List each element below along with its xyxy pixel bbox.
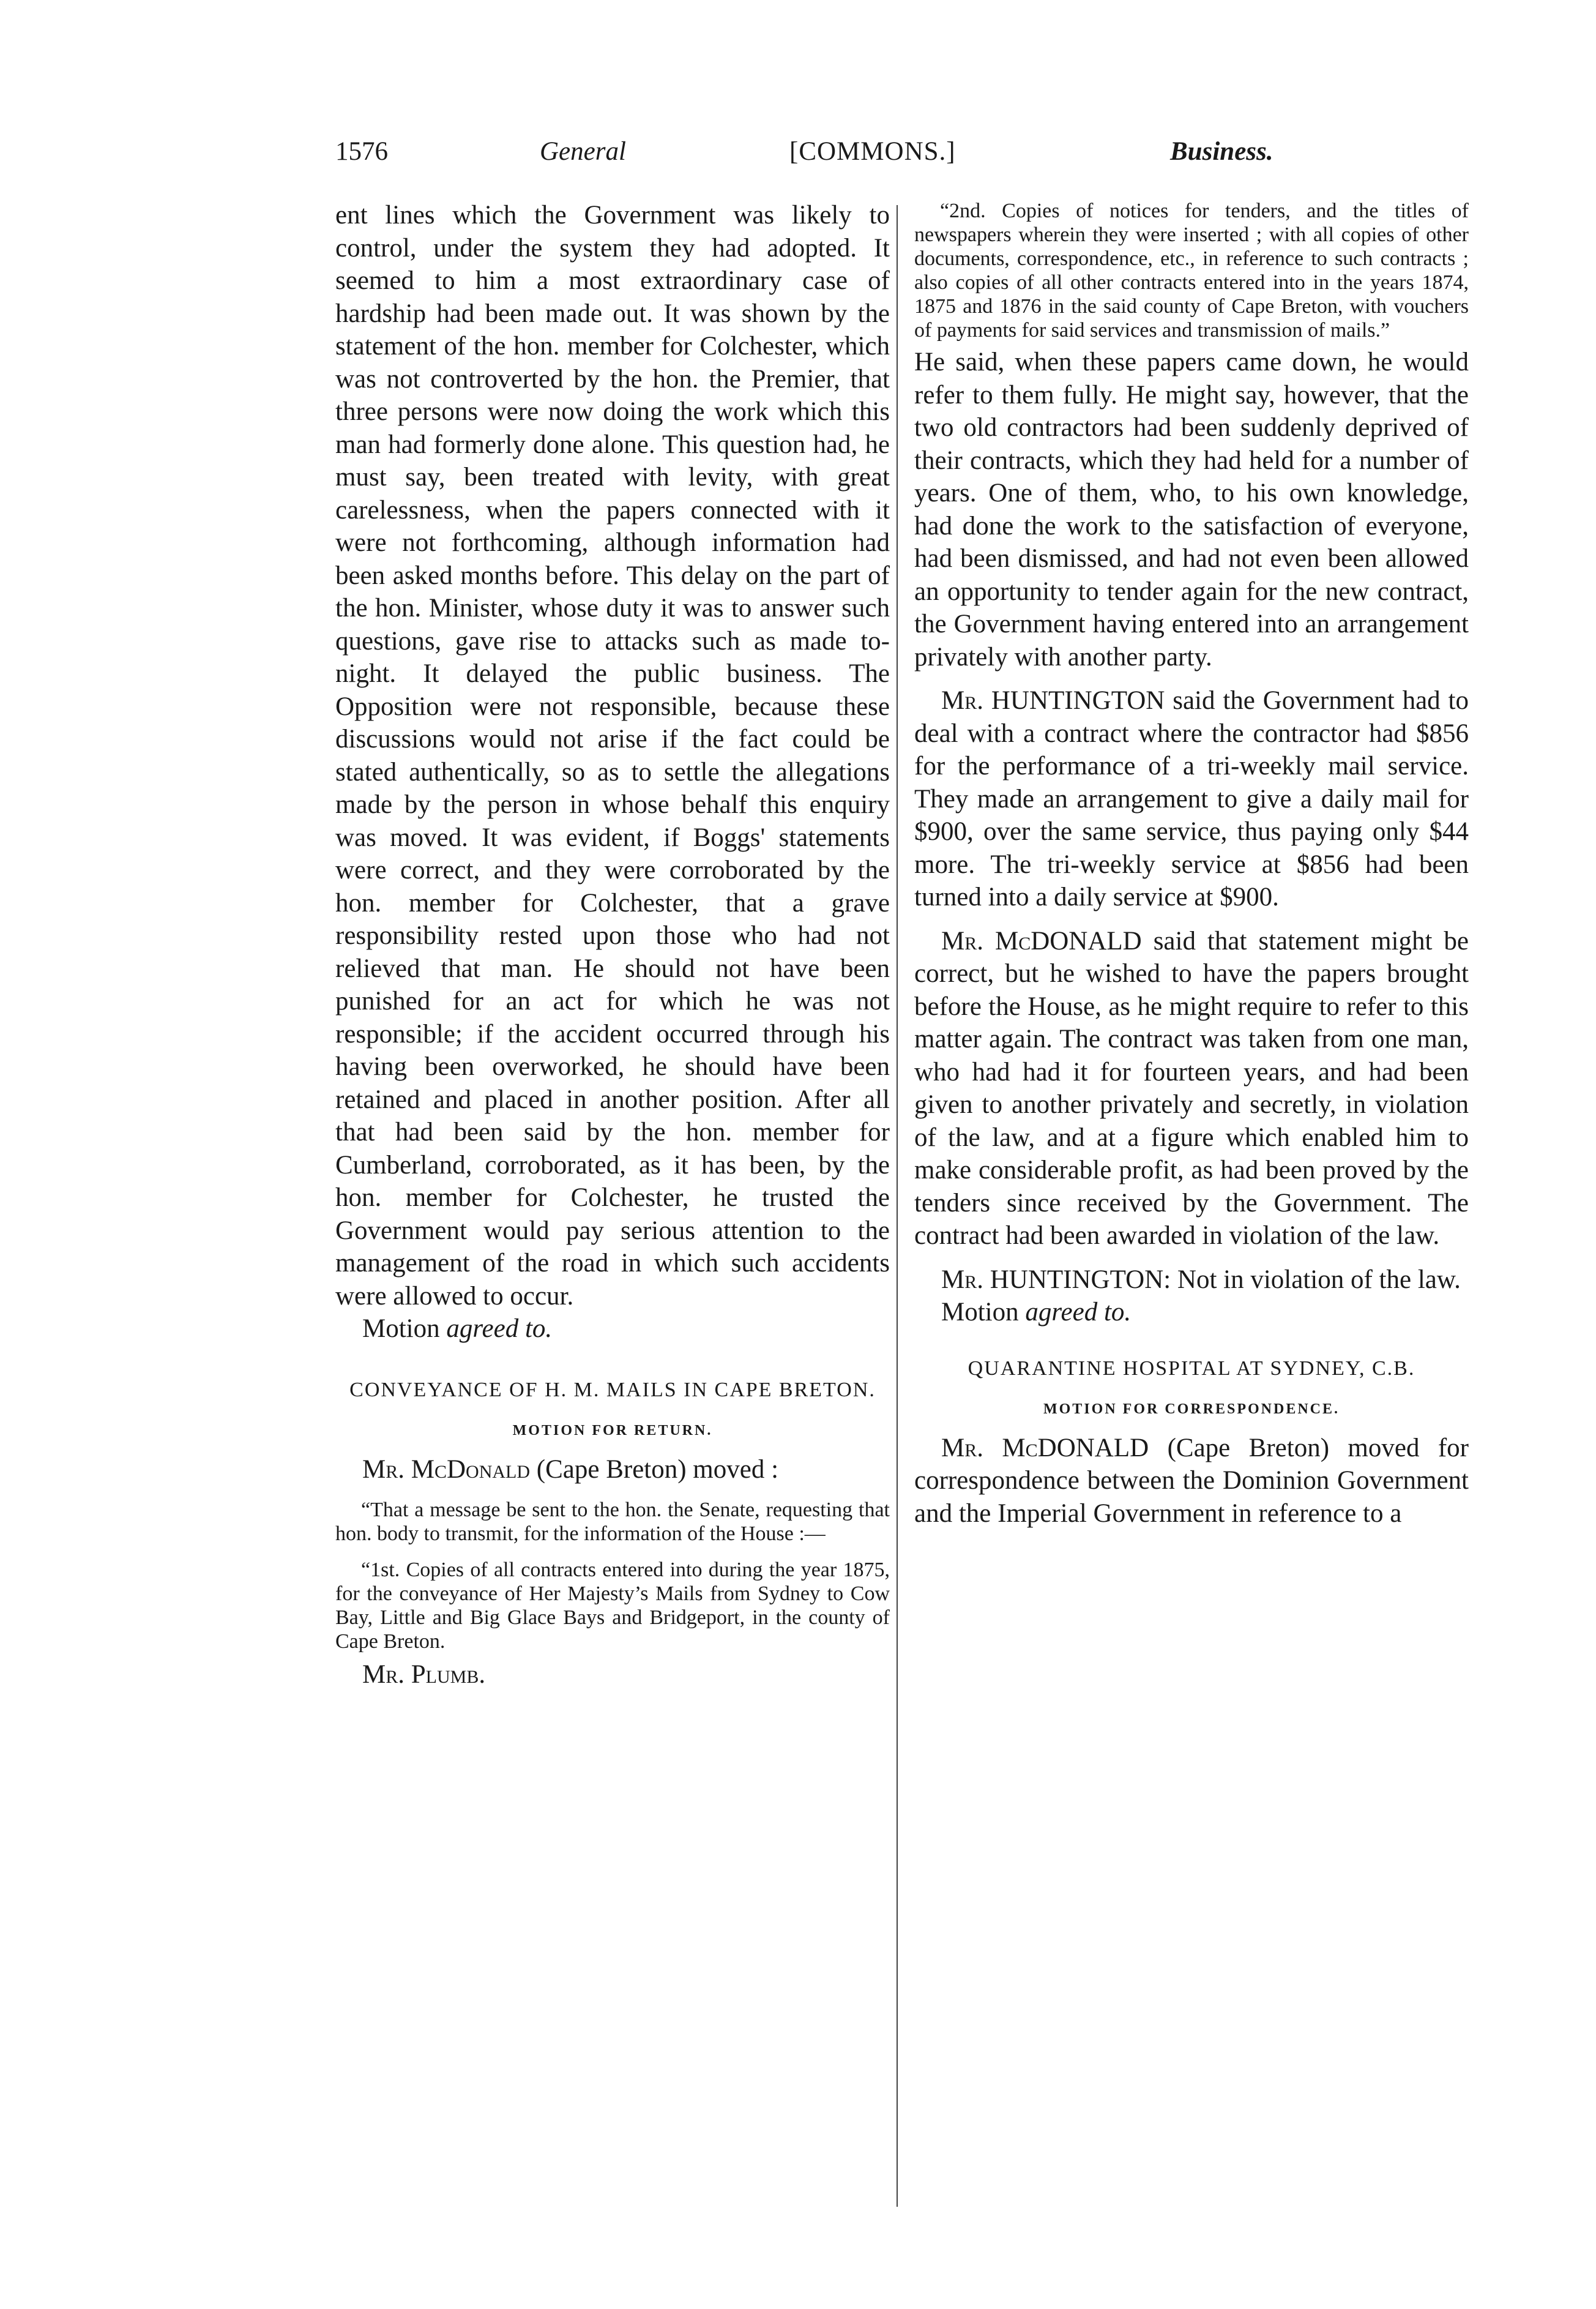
running-head-left: General bbox=[540, 137, 626, 166]
motion-agreed-line bbox=[914, 1296, 1469, 1329]
speaker-name: Mr. HUNTINGTON bbox=[941, 1265, 1164, 1294]
speaker-paragraph bbox=[914, 1263, 1469, 1297]
motion-text: Motion bbox=[362, 1314, 447, 1343]
speaker-name: Mr. HUNTINGTON bbox=[941, 686, 1165, 715]
section-subheading: MOTION FOR RETURN. bbox=[512, 1422, 713, 1439]
page-number: 1576 bbox=[335, 137, 388, 166]
quoted-motion: “1st. Copies of all contracts entered into during the year 1875, for the conveyance of Her Majesty’s Mails from Sydney to Cow Bay, Little and Big Glace Bays and Bridgeport, in the county of Cape Breton. bbox=[335, 1559, 890, 1653]
running-head-right: Business. bbox=[1170, 137, 1273, 166]
section-subheading: MOTION FOR CORRESPONDENCE. bbox=[1043, 1401, 1340, 1417]
motion-result: agreed to. bbox=[1025, 1298, 1132, 1327]
section-heading: CONVEYANCE OF H. M. MAILS IN CAPE BRETON. bbox=[349, 1378, 876, 1401]
page-header bbox=[0, 133, 1596, 176]
section-heading: QUARANTINE HOSPITAL AT SYDNEY, C.B. bbox=[968, 1357, 1415, 1380]
quoted-motion: “That a message be sent to the hon. the Senate, requesting that hon. body to transmit, for the information of the House :— bbox=[335, 1499, 890, 1545]
speaker-text: (Cape Breton) moved : bbox=[530, 1454, 779, 1484]
speaker-paragraph bbox=[914, 1432, 1469, 1530]
speaker-text: : Not in violation of the law. bbox=[1163, 1265, 1461, 1294]
speaker-paragraph bbox=[914, 684, 1469, 914]
motion-text: Motion bbox=[941, 1298, 1026, 1327]
speaker-paragraph bbox=[335, 1453, 890, 1486]
catchword: Mr. Plumb. bbox=[362, 1660, 486, 1689]
paragraph-continuation: ent lines which the Government was likely to control, under the system they had adopted. It seemed to him a most extraordinary case of hardship had been made out. It was shown by the statement of the hon. member for Colchester, which was not controverted by the hon. the Premier, that three persons were now doing the work which this man had formerly done alone. This question had, he must say, been treated with levity, with great carelessness, when the papers connected with it were not forthcoming, although information had been asked months before. This delay on the part of the hon. Minister, whose duty it was to answer such questions, gave rise to attacks such as made to-night. It delayed the public business. The Opposition were not responsible, because these discussions would not arise if the fact could be stated authentically, so as to settle the allegations made by the person in whose behalf this enquiry was moved. It was evident, if Boggs' statements were correct, and they were corroborated by the hon. member for Colchester, that a grave responsibility rested upon those who had not relieved that man. He should not have been punished for an act for which he was not responsible; if the accident occurred through his having been overworked, he should have been retained and placed in another position. After all that had been said by the hon. member for Cumberland, corroborated, as it has been, by the hon. member for Colchester, he trusted the Government would pay serious attention to the management of the road in which such accidents were allowed to occur. bbox=[335, 201, 890, 1311]
right-column bbox=[914, 199, 1469, 1530]
column-divider bbox=[897, 205, 898, 2207]
quoted-motion: “2nd. Copies of notices for tenders, and the titles of newspapers wherein they were inserted ; with all copies of other documents, correspondence, etc., in reference to such contracts ; also copies of all other contracts entered into in the years 1874, 1875 and 1876 in the said county of Cape Breton, with vouchers of payments for said services and transmission of mails.” bbox=[914, 200, 1469, 342]
left-column bbox=[335, 199, 890, 1691]
speaker-name: Mr. McDONALD bbox=[941, 1433, 1149, 1462]
motion-result: agreed to. bbox=[446, 1314, 553, 1343]
speaker-name: Mr. McDONALD bbox=[941, 926, 1142, 956]
running-head-center: [COMMONS.] bbox=[789, 137, 956, 166]
speaker-paragraph bbox=[914, 925, 1469, 1252]
speaker-text: said that statement might be correct, but he wished to have the papers brought before the House, as he might require to refer to this matter again. The contract was taken from one man, who had had it for fourteen years, and had been given to another privately and secretly, in violation of the law, and at a figure which enabled him to make considerable profit, as had been proved by the tenders since received by the Government. The contract had been awarded in violation of the law. bbox=[914, 926, 1469, 1250]
speaker-text: said the Government had to deal with a contract where the contractor had $856 for the performance of a tri-weekly mail service. They made an arrangement to give a daily mail for $900, over the same service, thus paying only $44 more. The tri-weekly service at $856 had been turned into a daily service at $900. bbox=[914, 686, 1469, 911]
paragraph: He said, when these papers came down, he would refer to them fully. He might say, however, that the two old contractors had been suddenly deprived of their contracts, which they had held for a number of years. One of them, who, to his own knowledge, had done the work to the satisfaction of everyone, had been dismissed, and had not even been allowed an opportunity to tender again for the new contract, the Government having entered into an arrangement privately with another party. bbox=[914, 348, 1469, 672]
speaker-text: (Cape Breton) moved for correspondence between the Dominion Government and the Imperial Government in reference to a bbox=[914, 1433, 1469, 1528]
speaker-name: Mr. McDonald bbox=[362, 1454, 531, 1484]
motion-agreed-line bbox=[335, 1312, 890, 1345]
